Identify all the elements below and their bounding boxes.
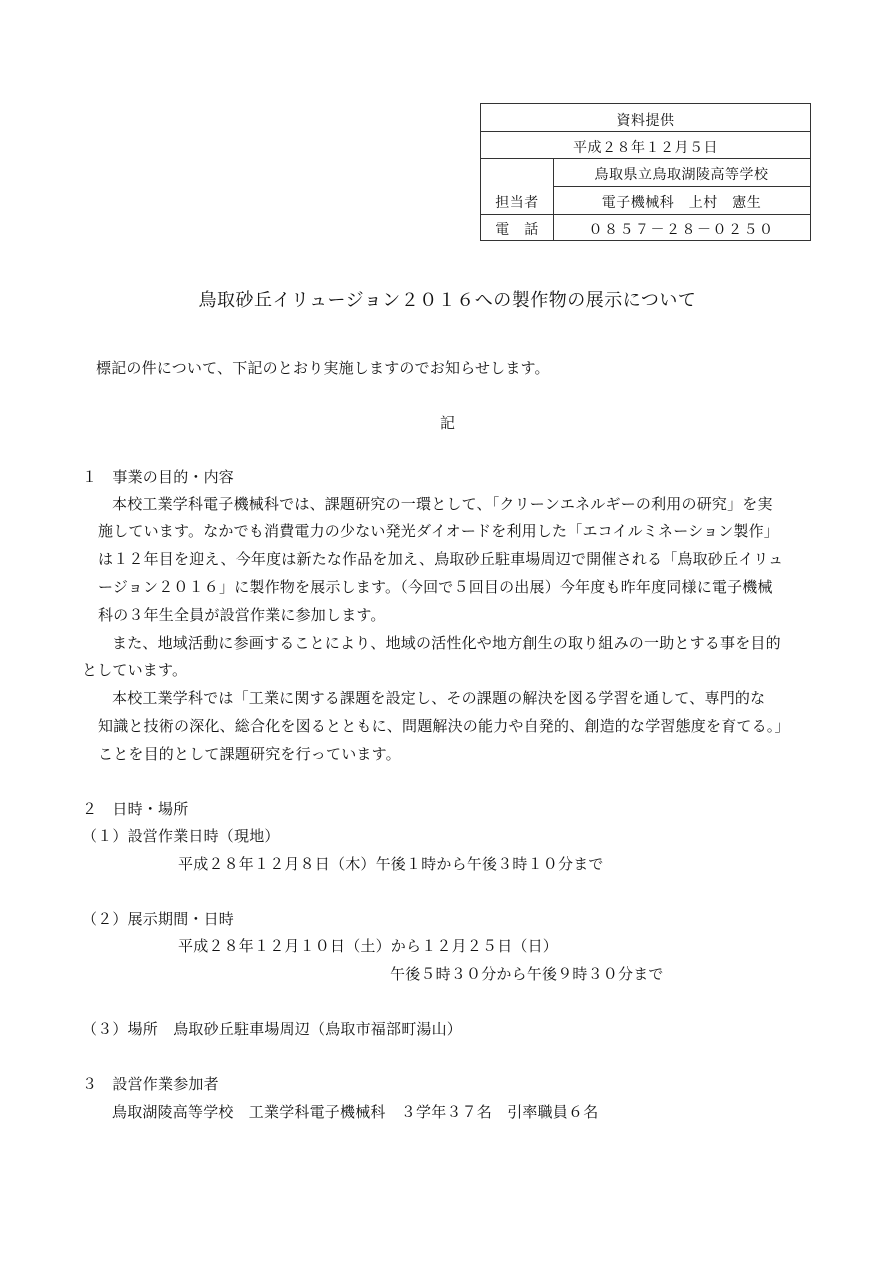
section2-item1-value: 平成２８年１２月８日（木）午後１時から午後３時１０分まで: [178, 855, 604, 873]
section1-line: は１２年目を迎え、今年度は新たな作品を加え、鳥取砂丘駐車場周辺で開催される「鳥取砂丘イリュ: [98, 550, 784, 568]
info-person: 電子機械科 上村 憲生: [601, 195, 762, 211]
section2-item2-value: 午後５時３０分から午後９時３０分まで: [390, 965, 664, 983]
section1-line: ージョン２０１６」に製作物を展示します。（今回で５回目の出展）今年度も昨年度同様に電子機械: [98, 578, 773, 596]
info-box: [480, 103, 811, 241]
intro-text: 標記の件について、下記のとおり実施しますのでお知らせします。: [96, 359, 550, 377]
section2-item2-heading: （２）展示期間・日時: [82, 910, 235, 928]
info-divider: [481, 131, 810, 132]
section1-line: また、地域活動に参画することにより、地域の活性化や地方創生の取り組みの一助とする事を目的: [112, 634, 781, 652]
info-school: 鳥取県立鳥取湖陵高等学校: [594, 167, 769, 183]
section1-line: ことを目的として課題研究を行っています。: [98, 745, 401, 763]
info-date: 平成２８年１２月５日: [573, 140, 718, 156]
info-divider: [481, 214, 810, 215]
info-header: 資料提供: [616, 113, 675, 129]
section2-item3: （３）場所 鳥取砂丘駐車場周辺（鳥取市福部町湯山）: [82, 1020, 463, 1038]
ki-heading: 記: [440, 414, 456, 432]
section1-line: 本校工業学科電子機械科では、課題研究の一環として、「クリーンエネルギーの利用の研究」を実: [112, 495, 773, 513]
section1-line: としています。: [82, 661, 188, 679]
section2-item2-value: 平成２８年１２月１０日（土）から１２月２５日（日）: [178, 937, 559, 955]
info-divider: [481, 158, 810, 159]
section2-heading: ２ 日時・場所: [82, 800, 189, 818]
info-contact-label: 担当者: [495, 195, 539, 211]
document-title: 鳥取砂丘イリュージョン２０１６への製作物の展示について: [198, 290, 697, 311]
section1-heading: １ 事業の目的・内容: [82, 468, 235, 486]
section1-line: 科の３年生全員が設営作業に参加します。: [98, 606, 386, 624]
info-phone: ０８５７－２８－０２５０: [588, 222, 775, 238]
info-divider: [553, 186, 810, 187]
section3-text: 鳥取湖陵高等学校 工業学科電子機械科 ３学年３７名 引率職員６名: [112, 1103, 599, 1121]
info-phone-label: 電 話: [495, 222, 539, 238]
section1-line: 知識と技術の深化、総合化を図るとともに、問題解決の能力や自発的、創造的な学習態度を育てる。」: [98, 717, 790, 735]
section2-item1-heading: （１）設営作業日時（現地）: [82, 827, 280, 845]
section1-line: 施しています。なかでも消費電力の少ない発光ダイオードを利用した「エコイルミネーション製作」: [98, 522, 780, 540]
section1-line: 本校工業学科では「工業に関する課題を設定し、その課題の解決を図る学習を通して、専門的な: [112, 689, 766, 707]
section3-heading: ３ 設営作業参加者: [82, 1075, 219, 1093]
